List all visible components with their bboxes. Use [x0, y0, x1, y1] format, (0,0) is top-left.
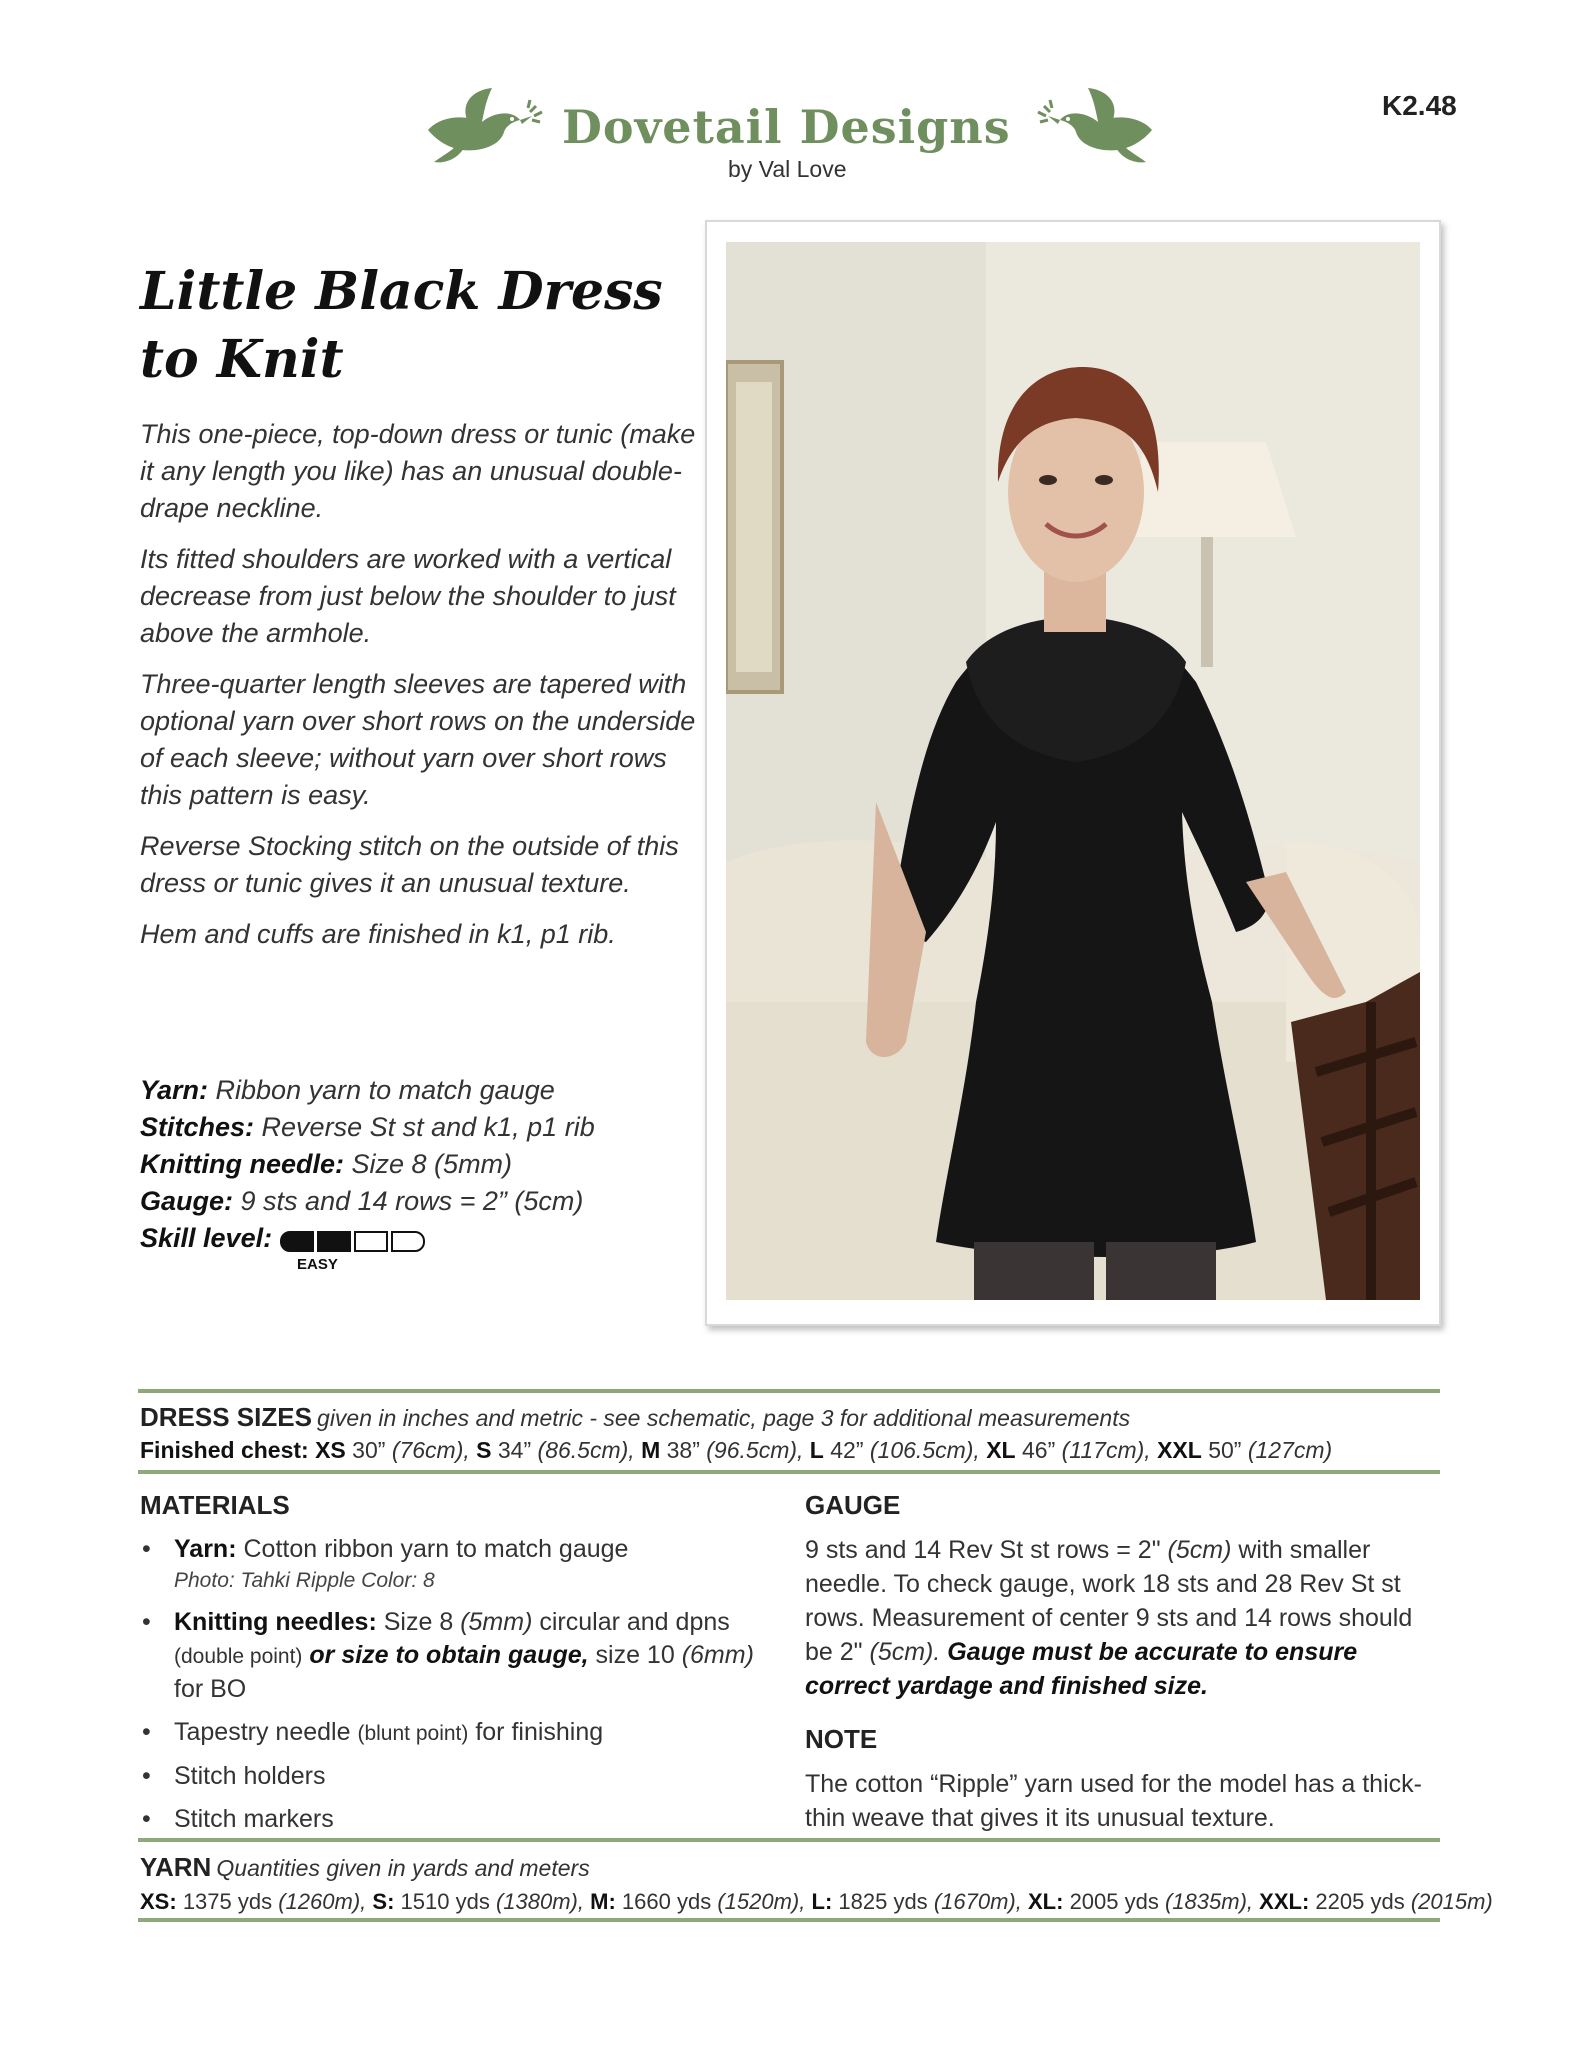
pattern-code: K2.48 — [1382, 90, 1457, 121]
size-inches: 42” — [830, 1437, 864, 1463]
yarn-meters: (1520m), — [717, 1889, 806, 1914]
yarn-subheading: Quantities given in yards and meters — [216, 1855, 590, 1881]
title-line-2: to Knit — [140, 329, 344, 390]
size-code: S: — [372, 1889, 395, 1914]
material-note: Photo: Tahki Ripple Color: 8 — [174, 1569, 435, 1592]
list-item — [140, 1533, 780, 1596]
section-divider — [138, 1838, 1440, 1842]
size-code: XXL — [1157, 1437, 1202, 1463]
material-value: for BO — [174, 1675, 247, 1703]
gauge-heading: GAUGE — [805, 1490, 901, 1520]
spec-value: Size 8 (5mm) — [351, 1149, 513, 1179]
spec-value: Ribbon yarn to match gauge — [215, 1075, 555, 1105]
photo-frame — [705, 220, 1441, 1326]
skill-level-segment — [280, 1231, 314, 1252]
material-value: (5mm) — [460, 1608, 533, 1636]
spec-value: Reverse St st and k1, p1 rib — [261, 1112, 595, 1142]
material-value: for finishing — [475, 1718, 604, 1746]
spec-yarn — [140, 1072, 700, 1109]
note-text: The cotton “Ripple” yarn used for the model has a thick-thin weave that gives it its unusual texture. — [805, 1770, 1422, 1832]
spec-value: 9 sts and 14 rows = 2” (5cm) — [240, 1186, 584, 1216]
material-value: circular and — [539, 1608, 669, 1636]
materials-list — [140, 1533, 780, 1836]
brand-byline: by Val Love — [728, 156, 847, 182]
size-code: XL: — [1027, 1889, 1064, 1914]
description — [140, 416, 700, 967]
brand-name: Dovetail Designs — [562, 100, 1011, 154]
yarn-meters: (1260m), — [278, 1889, 367, 1914]
gauge-section — [805, 1490, 1445, 1703]
size-inches: 30” — [352, 1437, 386, 1463]
description-paragraph: This one-piece, top-down dress or tunic (make it any length you like) has an unusual double-drape neckline. — [140, 419, 696, 523]
size-code: M — [641, 1437, 661, 1463]
dress-sizes-section — [140, 1402, 1450, 1464]
yarn-quantities-line — [140, 1889, 1493, 1915]
size-inches: 34” — [497, 1437, 532, 1463]
finished-chest-label: Finished chest: — [140, 1437, 309, 1463]
section-divider — [138, 1918, 1440, 1922]
section-divider — [138, 1470, 1440, 1474]
list-item — [140, 1716, 780, 1750]
size-code: L: — [811, 1889, 833, 1914]
dove-right-icon — [1030, 86, 1160, 166]
model-photo — [726, 242, 1420, 1300]
spec-label: Yarn: — [140, 1075, 209, 1105]
list-item — [140, 1803, 780, 1836]
size-code: XL — [986, 1437, 1016, 1463]
size-code: XS — [315, 1437, 346, 1463]
yarn-yards: 1660 yds — [621, 1889, 712, 1914]
yarn-quantities-section — [140, 1852, 1493, 1915]
size-cm: (76cm), — [391, 1437, 470, 1463]
gauge-text-part: with smaller needle. To check gauge, work 18 sts and 28 Rev St st rows. Measurement of center 9 sts and 14 rows should be 2" — [805, 1536, 1413, 1666]
gauge-text-part: 9 sts and 14 Rev St st rows = 2" — [805, 1536, 1161, 1564]
page-title — [140, 258, 700, 394]
material-value: Stitch holders — [174, 1762, 326, 1790]
size-cm: (117cm), — [1061, 1437, 1151, 1463]
yarn-yards: 2005 yds — [1069, 1889, 1159, 1914]
size-code: S — [476, 1437, 492, 1463]
materials-heading: MATERIALS — [140, 1490, 290, 1520]
spec-skill — [140, 1220, 700, 1258]
size-inches: 46” — [1022, 1437, 1056, 1463]
yarn-heading-row — [140, 1852, 1450, 1883]
yarn-heading: YARN — [140, 1852, 212, 1882]
size-inches: 38” — [666, 1437, 700, 1463]
size-code: XXL: — [1259, 1889, 1310, 1914]
size-code: M: — [590, 1889, 616, 1914]
pattern-specs — [140, 1072, 700, 1258]
yarn-yards: 2205 yds — [1315, 1889, 1405, 1914]
spec-label: Gauge: — [140, 1186, 234, 1216]
description-paragraph: Hem and cuffs are finished in k1, p1 rib. — [140, 919, 616, 949]
skill-level-segment — [354, 1231, 388, 1252]
yarn-yards: 1375 yds — [182, 1889, 273, 1914]
yarn-meters: (2015m) — [1410, 1889, 1493, 1914]
gauge-text-part: (5cm) — [1167, 1536, 1232, 1564]
skill-level-text: EASY — [297, 1256, 338, 1273]
finished-chest-line — [140, 1437, 1450, 1464]
size-code: XS: — [140, 1889, 177, 1914]
size-cm: (106.5cm), — [869, 1437, 980, 1463]
material-value: Tapestry needle — [174, 1718, 351, 1746]
spec-label: Skill level: — [140, 1223, 273, 1253]
dress-sizes-subheading: given in inches and metric - see schematic, page 3 for additional measurements — [317, 1405, 1131, 1431]
yarn-meters: (1380m), — [495, 1889, 584, 1914]
materials-section — [140, 1490, 780, 1846]
material-value: (6mm) — [681, 1641, 754, 1669]
skill-level-segment — [317, 1231, 351, 1252]
skill-level-meter — [280, 1221, 428, 1258]
gauge-warning: Gauge must be accurate to ensure correct yardage and finished size. — [805, 1638, 1358, 1700]
spec-stitches — [140, 1109, 700, 1146]
yarn-yards: 1510 yds — [400, 1889, 490, 1914]
yarn-yards: 1825 yds — [838, 1889, 928, 1914]
dress-sizes-heading-row — [140, 1402, 1450, 1433]
spec-needle — [140, 1146, 700, 1183]
description-paragraph: Reverse Stocking stitch on the outside of this dress or tunic gives it an unusual texture. — [140, 831, 679, 898]
spec-label: Stitches: — [140, 1112, 255, 1142]
note-heading: NOTE — [805, 1724, 878, 1754]
material-value: dpns — [675, 1608, 730, 1636]
material-value: (double point) — [174, 1645, 303, 1668]
material-value: Stitch markers — [174, 1805, 334, 1833]
size-cm: (127cm) — [1247, 1437, 1333, 1463]
size-code: L — [809, 1437, 824, 1463]
list-item — [140, 1760, 780, 1793]
spec-gauge — [140, 1183, 700, 1220]
material-label: Yarn: — [174, 1535, 237, 1563]
note-section — [805, 1724, 1445, 1835]
dress-sizes-heading: DRESS SIZES — [140, 1402, 312, 1432]
description-paragraph: Its fitted shoulders are worked with a vertical decrease from just below the shoulder to just above the armhole. — [140, 544, 676, 648]
title-line-1: Little Black Dress — [140, 261, 663, 322]
description-paragraph: Three-quarter length sleeves are tapered with optional yarn over short rows on the underside of each sleeve; without yarn over short rows this pattern is easy. — [140, 669, 696, 810]
material-label: Knitting needles: — [174, 1608, 377, 1636]
list-item — [140, 1606, 780, 1706]
spec-label: Knitting needle: — [140, 1149, 344, 1179]
size-cm: (96.5cm), — [706, 1437, 804, 1463]
section-divider — [138, 1389, 1440, 1393]
gauge-text-part: (5cm). — [869, 1638, 941, 1666]
size-cm: (86.5cm), — [537, 1437, 635, 1463]
yarn-meters: (1670m), — [933, 1889, 1022, 1914]
material-value: size 10 — [595, 1641, 675, 1669]
material-value: Cotton ribbon yarn to match gauge — [243, 1535, 629, 1563]
yarn-meters: (1835m), — [1164, 1889, 1254, 1914]
size-inches: 50” — [1208, 1437, 1242, 1463]
material-value: (blunt point) — [357, 1722, 469, 1745]
dove-left-icon — [420, 86, 550, 166]
material-value: or size to obtain gauge, — [309, 1641, 589, 1669]
material-value: Size 8 — [383, 1608, 454, 1636]
gauge-text — [805, 1533, 1445, 1703]
skill-level-segment — [391, 1231, 425, 1252]
